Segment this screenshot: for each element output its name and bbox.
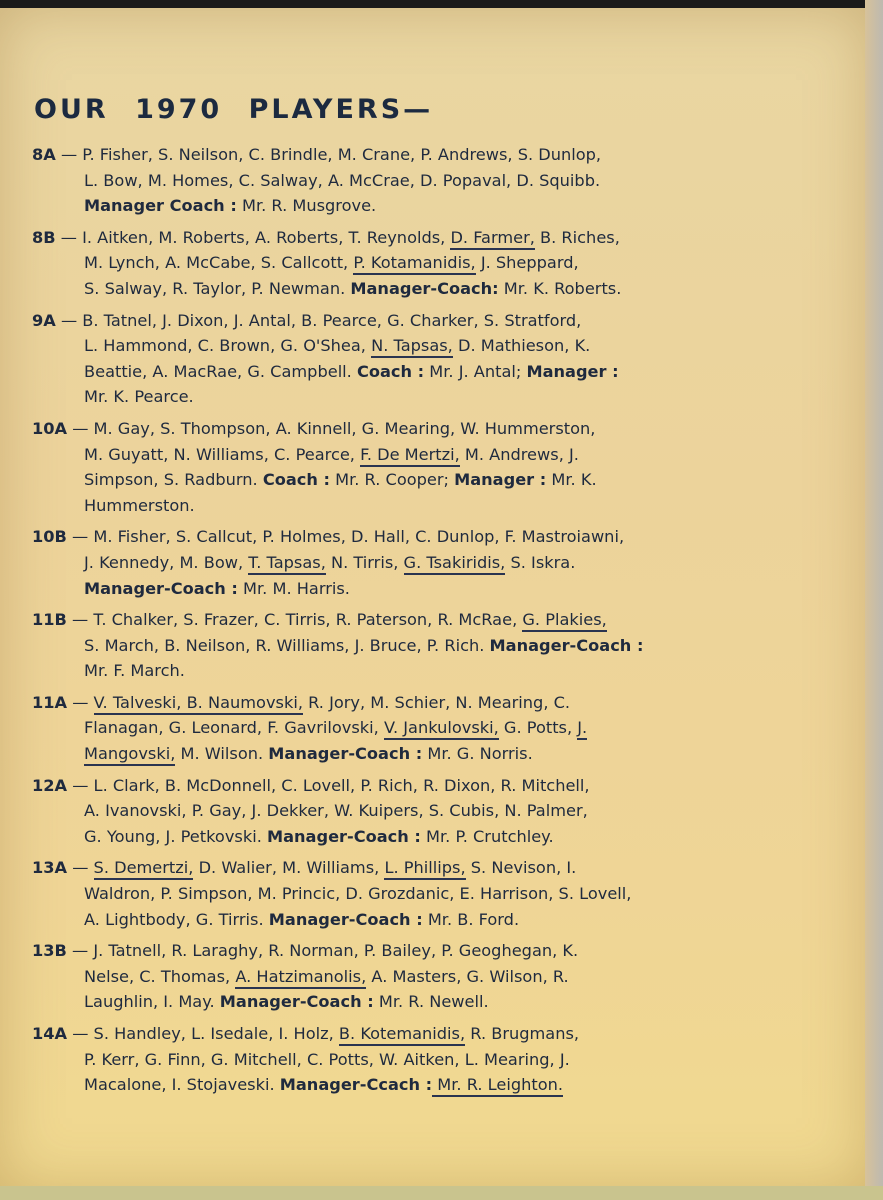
entry-line — [32, 715, 812, 741]
entry-line — [32, 741, 812, 767]
entry-line — [32, 142, 812, 168]
team-label: 10A — [32, 418, 68, 438]
underlined-name: B. Kotemanidis, — [339, 1024, 465, 1046]
entry-line — [32, 225, 812, 251]
player-names: S. Salway, R. Taylor, P. Newman. — [84, 278, 351, 298]
player-names: Beattie, A. MacRae, G. Campbell. — [84, 361, 357, 381]
underlined-name: F. De Mertzi, — [360, 445, 460, 467]
player-names: M. Andrews, J. — [459, 444, 579, 464]
entry-line — [32, 607, 812, 633]
player-names: M. Guyatt, N. Williams, C. Pearce, — [84, 444, 361, 464]
entry-line — [32, 1021, 812, 1047]
player-names: N. Tirris, — [325, 552, 404, 572]
underlined-name: G. Plakies, — [522, 610, 606, 632]
team-label: 11A — [32, 692, 68, 712]
entry-line — [32, 964, 812, 990]
player-names: M. Lynch, A. McCabe, S. Callcott, — [84, 253, 354, 273]
bottom-strip — [0, 1186, 883, 1200]
entry-line — [32, 690, 812, 716]
entry-line — [32, 250, 812, 276]
player-names: Mr. R. Musgrove. — [236, 196, 377, 216]
role-label: Manager-Coach : — [268, 909, 423, 929]
separator: — — [55, 227, 83, 247]
player-names: Mr. M. Harris. — [237, 578, 350, 598]
player-names: Mr. K. — [546, 470, 597, 490]
team-list — [32, 142, 812, 1104]
team-label: 13A — [32, 858, 68, 878]
underlined-name: J. — [577, 718, 587, 740]
entry-line — [32, 907, 812, 933]
player-names: R. Brugmans, — [465, 1024, 580, 1043]
entry-line — [32, 658, 812, 684]
player-names: Mr. F. March. — [84, 661, 185, 681]
entry-line — [32, 416, 812, 442]
player-names: Mr. P. Crutchley. — [420, 826, 554, 846]
role-label: Manager-Ccach : — [279, 1075, 433, 1095]
role-label: Manager : — [454, 470, 547, 490]
player-names: Simpson, S. Radburn. — [84, 470, 263, 490]
separator: — — [67, 1024, 94, 1043]
player-names: Nelse, C. Thomas, — [84, 966, 236, 986]
role-label: Manager Coach : — [84, 196, 237, 216]
player-names: Hummerston. — [84, 495, 195, 515]
underlined-name: Mr. R. Leighton. — [432, 1075, 563, 1097]
team-label: 14A — [32, 1024, 68, 1043]
player-names: P. Fisher, S. Neilson, C. Brindle, M. Crane, P. Andrews, S. Dunlop, — [82, 145, 602, 164]
player-names: Mr. K. Pearce. — [84, 387, 194, 407]
entry-line — [32, 550, 812, 576]
underlined-name: T. Tapsas, — [248, 553, 326, 575]
team-entry — [32, 855, 812, 932]
underlined-name: L. Phillips, — [384, 858, 465, 880]
team-entry — [32, 142, 812, 219]
player-names: D. Mathieson, K. — [452, 336, 591, 356]
entry-line — [32, 333, 812, 359]
role-label: Manager-Coach : — [268, 744, 423, 764]
team-entry — [32, 416, 812, 518]
player-names: L. Bow, M. Homes, C. Salway, A. McCrae, D. Popaval, D. Squibb. — [84, 170, 601, 190]
player-names: A. Lightbody, G. Tirris. — [84, 909, 269, 929]
role-label: Manager-Coach : — [219, 992, 374, 1012]
team-label: 13B — [32, 941, 67, 961]
player-names: L. Hammond, C. Brown, G. O'Shea, — [84, 336, 372, 356]
team-label: 9A — [32, 310, 56, 330]
entry-line — [32, 773, 812, 799]
entry-line — [32, 1047, 812, 1073]
underlined-name: S. Demertzi, — [94, 858, 194, 880]
entry-line — [32, 633, 812, 659]
separator: — — [67, 775, 94, 795]
team-entry — [32, 308, 812, 410]
entry-line — [32, 442, 812, 468]
player-names: M. Fisher, S. Callcut, P. Holmes, D. Hall, C. Dunlop, F. Mastroiawni, — [93, 527, 625, 547]
player-names: Mr. R. Cooper; — [329, 470, 455, 490]
player-names: S. Handley, L. Isedale, I. Holz, — [93, 1024, 339, 1043]
team-entry — [32, 524, 812, 601]
team-label: 8B — [32, 227, 56, 247]
entry-line — [32, 824, 812, 850]
entry-line — [32, 524, 812, 550]
team-label: 10B — [32, 527, 67, 547]
underlined-name: V. Talveski, B. Naumovski, — [94, 693, 303, 715]
team-entry — [32, 225, 812, 302]
separator: — — [66, 941, 94, 961]
separator: — — [66, 610, 94, 630]
role-label: Manager-Coach : — [489, 635, 644, 655]
entry-line — [32, 1072, 812, 1098]
player-names: J. Kennedy, M. Bow, — [84, 552, 249, 572]
role-label: Manager : — [526, 361, 619, 381]
role-label: Coach : — [262, 470, 330, 490]
entry-line — [32, 576, 812, 602]
underlined-name: Mangovski, — [84, 744, 175, 766]
player-names: Laughlin, I. May. — [84, 992, 220, 1012]
player-names: Waldron, P. Simpson, M. Princic, D. Grozdanic, E. Harrison, S. Lovell, — [84, 884, 632, 904]
player-names: J. Tatnell, R. Laraghy, R. Norman, P. Bailey, P. Geoghegan, K. — [93, 941, 579, 961]
team-entry — [32, 773, 812, 850]
player-names: S. Nevison, I. — [465, 858, 577, 878]
entry-line — [32, 168, 812, 194]
entry-line — [32, 881, 812, 907]
entry-line — [32, 989, 812, 1015]
entry-line — [32, 359, 812, 385]
player-names: Mr. R. Newell. — [373, 992, 489, 1012]
role-label: Manager-Coach : — [84, 578, 238, 598]
page-edge — [865, 0, 883, 1200]
player-names: B. Riches, — [534, 227, 620, 247]
underlined-name: G. Tsakiridis, — [404, 553, 506, 575]
role-label: Manager-Coach : — [267, 826, 421, 846]
entry-line — [32, 193, 812, 219]
entry-line — [32, 467, 812, 493]
entry-line — [32, 276, 812, 302]
underlined-name: D. Farmer, — [450, 228, 534, 250]
player-names: I. Aitken, M. Roberts, A. Roberts, T. Reynolds, — [82, 227, 451, 247]
player-names: Mr. B. Ford. — [422, 909, 520, 929]
role-label: Coach : — [356, 361, 425, 381]
team-label: 11B — [32, 610, 67, 630]
player-names: A. Masters, G. Wilson, R. — [366, 966, 569, 986]
player-names: B. Tatnel, J. Dixon, J. Antal, B. Pearce, G. Charker, S. Stratford, — [82, 310, 582, 330]
player-names: Mr. G. Norris. — [422, 744, 533, 764]
team-entry — [32, 607, 812, 684]
team-entry — [32, 690, 812, 767]
player-names: R. Jory, M. Schier, N. Mearing, C. — [302, 692, 571, 712]
player-names: M. Gay, S. Thompson, A. Kinnell, G. Mearing, W. Hummerston, — [93, 418, 596, 438]
player-names: M. Wilson. — [175, 744, 269, 764]
separator: — — [67, 418, 94, 438]
role-label: Manager-Coach: — [350, 278, 499, 298]
entry-line — [32, 384, 812, 410]
entry-line — [32, 493, 812, 519]
separator: — — [66, 527, 94, 547]
entry-line — [32, 798, 812, 824]
player-names: Mr. K. Roberts. — [498, 278, 622, 298]
page-heading: OUR 1970 PLAYERS— — [34, 94, 434, 125]
underlined-name: V. Jankulovski, — [384, 718, 499, 740]
player-names: S. March, B. Neilson, R. Williams, J. Bruce, P. Rich. — [84, 635, 490, 655]
separator: — — [55, 310, 83, 330]
scanned-page — [0, 8, 868, 1190]
player-names: Mr. J. Antal; — [424, 361, 527, 381]
player-names: Macalone, I. Stojaveski. — [84, 1075, 280, 1095]
entry-line — [32, 308, 812, 334]
player-names: S. Iskra. — [505, 552, 576, 572]
team-label: 8A — [32, 145, 56, 164]
underlined-name: A. Hatzimanolis, — [235, 967, 366, 989]
separator: — — [55, 145, 83, 164]
player-names: J. Sheppard, — [475, 253, 579, 273]
player-names: T. Chalker, S. Frazer, C. Tirris, R. Paterson, R. McRae, — [93, 610, 523, 630]
player-names: G. Young, J. Petkovski. — [84, 826, 267, 846]
underlined-name: P. Kotamanidis, — [353, 253, 475, 275]
team-label: 12A — [32, 775, 68, 795]
entry-line — [32, 855, 812, 881]
entry-line — [32, 938, 812, 964]
player-names: Flanagan, G. Leonard, F. Gavrilovski, — [84, 718, 384, 738]
underlined-name: N. Tapsas, — [371, 336, 453, 358]
team-entry — [32, 1021, 812, 1098]
player-names: G. Potts, — [498, 718, 578, 738]
player-names: P. Kerr, G. Finn, G. Mitchell, C. Potts, W. Aitken, L. Mearing, J. — [84, 1049, 570, 1069]
player-names: D. Walier, M. Williams, — [193, 858, 385, 878]
player-names: A. Ivanovski, P. Gay, J. Dekker, W. Kuipers, S. Cubis, N. Palmer, — [84, 801, 588, 821]
player-names: L. Clark, B. McDonnell, C. Lovell, P. Rich, R. Dixon, R. Mitchell, — [93, 775, 590, 795]
separator: — — [67, 692, 94, 712]
team-entry — [32, 938, 812, 1015]
separator: — — [67, 858, 94, 878]
